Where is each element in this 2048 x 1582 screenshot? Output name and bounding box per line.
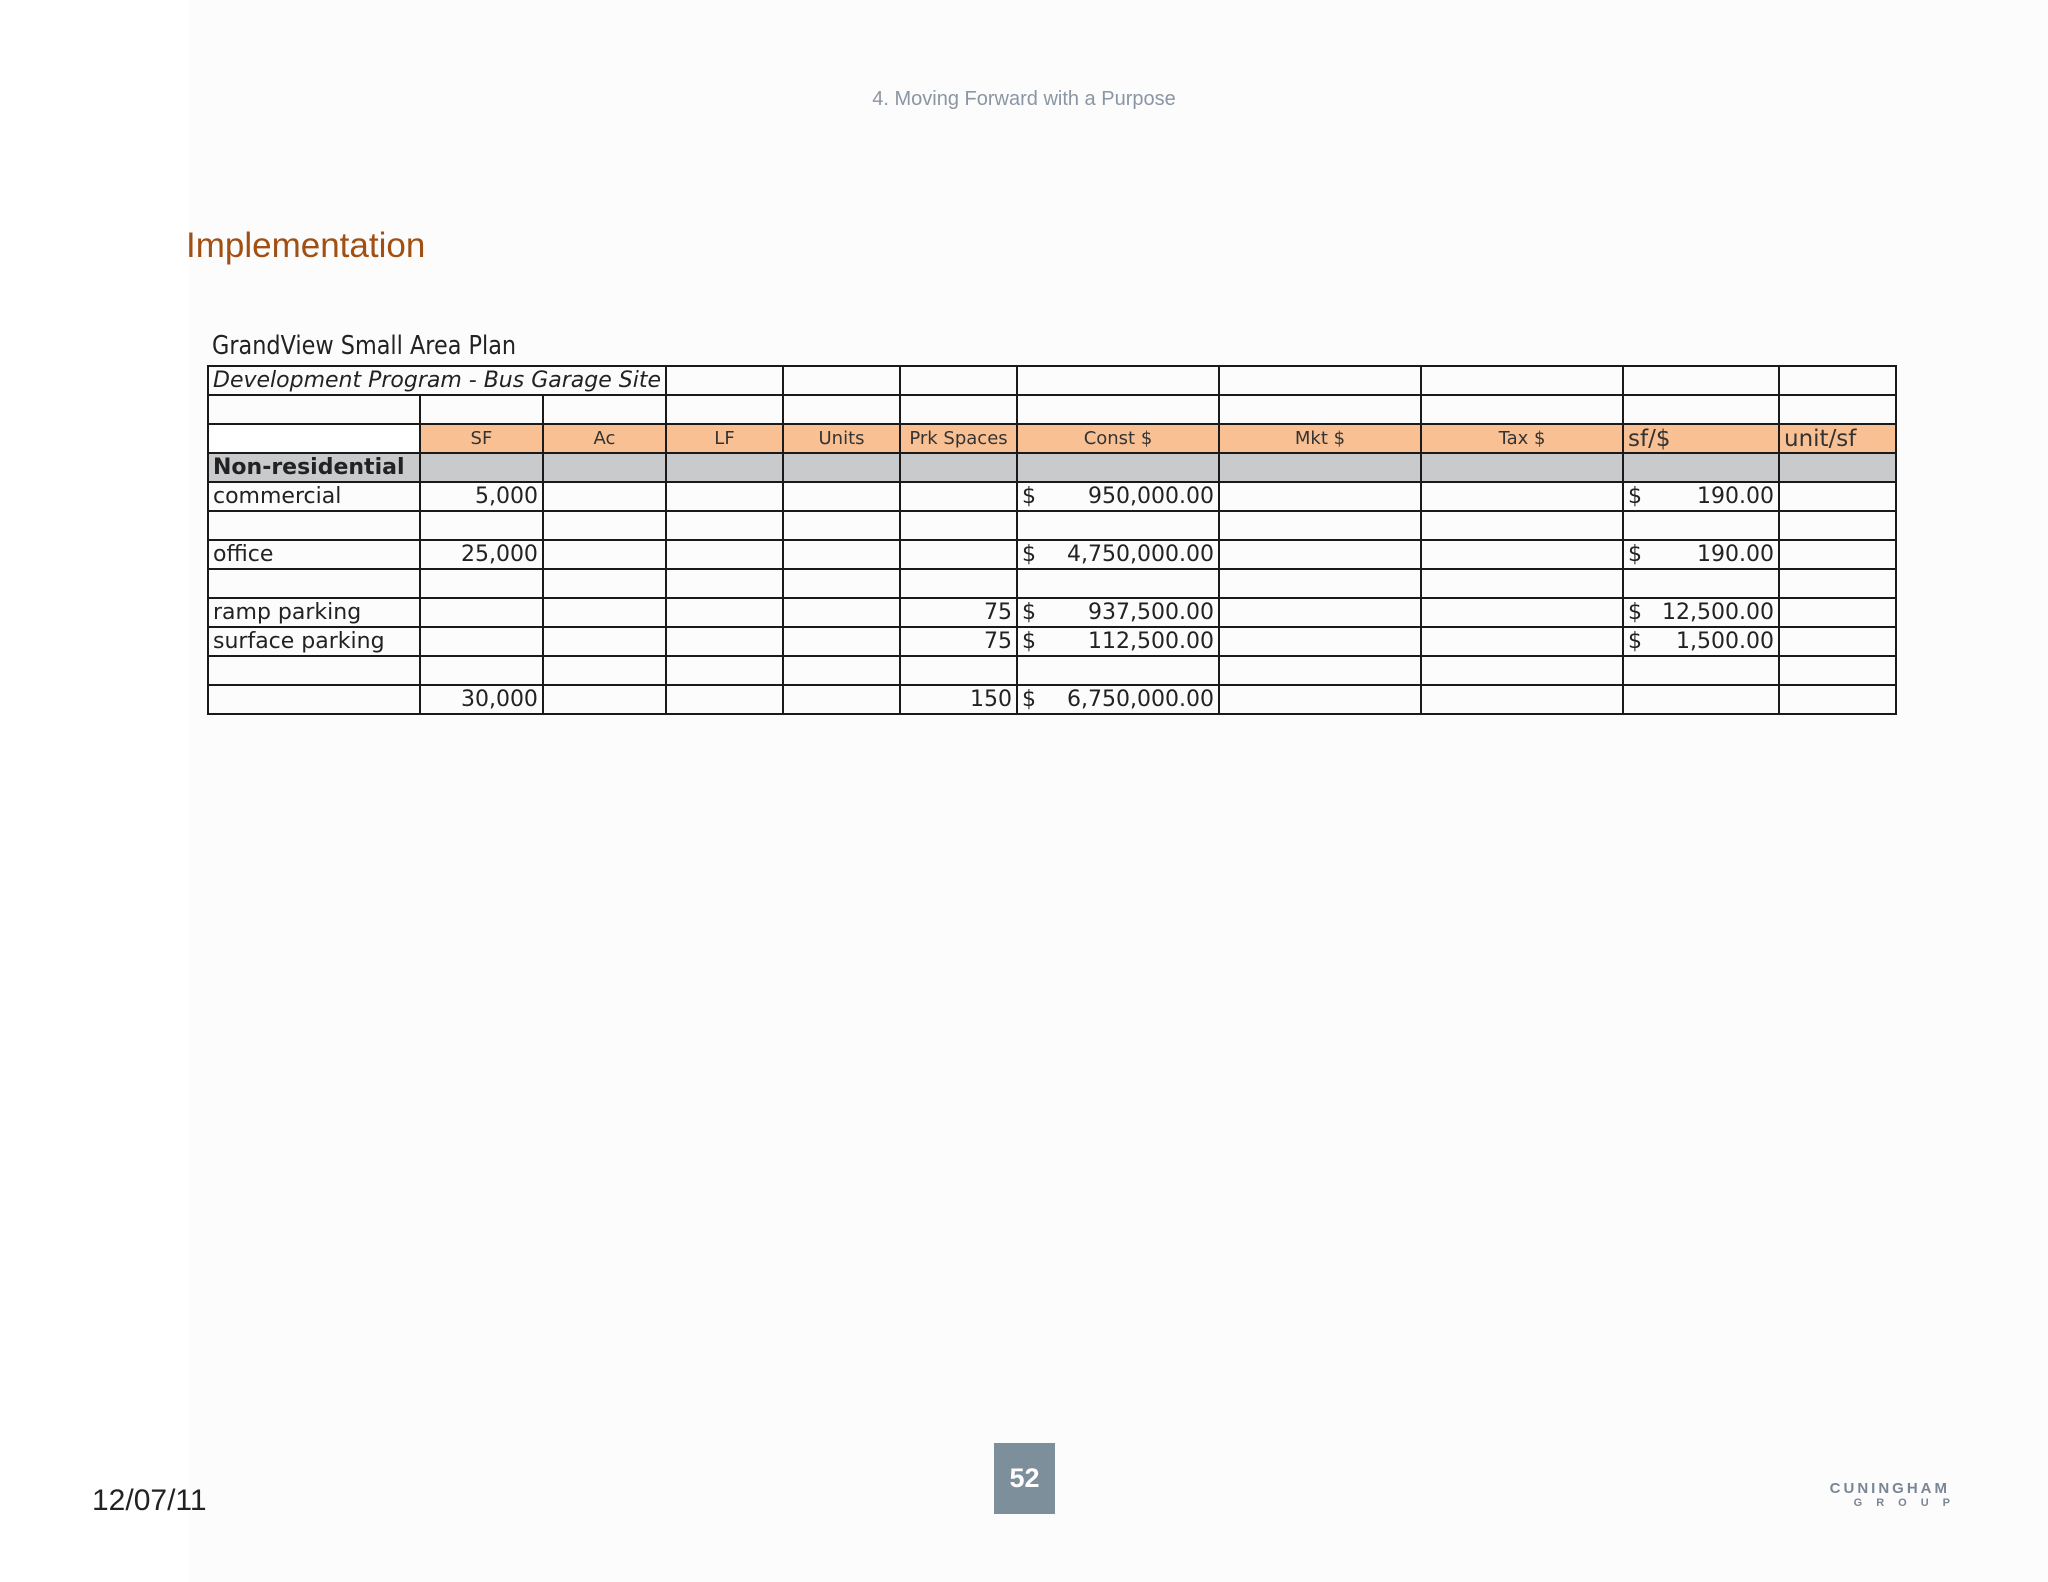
sf-rate-cell xyxy=(1623,540,1779,569)
empty-cell xyxy=(1421,598,1623,627)
empty-cell xyxy=(1623,656,1779,685)
empty-cell xyxy=(420,656,543,685)
table-row xyxy=(208,598,1896,627)
empty-cell xyxy=(543,598,666,627)
empty-cell xyxy=(783,366,900,395)
empty-cell xyxy=(543,482,666,511)
page-number: 52 xyxy=(994,1443,1055,1514)
empty-cell xyxy=(1219,569,1421,598)
column-header: SF xyxy=(420,424,543,453)
empty-cell xyxy=(900,395,1017,424)
column-header: unit/sf xyxy=(1779,424,1896,453)
empty-cell xyxy=(543,395,666,424)
company-logo xyxy=(1800,1480,1964,1509)
empty-cell xyxy=(666,540,783,569)
empty-cell xyxy=(1017,395,1219,424)
row-label: commercial xyxy=(208,482,420,511)
empty-cell xyxy=(1779,656,1896,685)
empty-cell xyxy=(1779,395,1896,424)
empty-cell xyxy=(1219,395,1421,424)
empty-cell xyxy=(1779,598,1896,627)
prk-spaces-cell: 75 xyxy=(900,627,1017,656)
empty-cell xyxy=(666,627,783,656)
empty-cell xyxy=(543,685,666,714)
empty-cell xyxy=(1421,482,1623,511)
empty-cell xyxy=(420,395,543,424)
empty-cell xyxy=(783,395,900,424)
row-label: surface parking xyxy=(208,627,420,656)
empty-cell xyxy=(900,453,1017,482)
empty-cell xyxy=(1421,453,1623,482)
table-row xyxy=(208,482,1896,511)
currency-symbol: $ xyxy=(1022,600,1036,625)
page-panel xyxy=(190,0,2048,1582)
column-header: Const $ xyxy=(1017,424,1219,453)
empty-cell xyxy=(1779,511,1896,540)
empty-cell xyxy=(1017,569,1219,598)
empty-cell xyxy=(666,511,783,540)
column-header-row xyxy=(208,424,1896,453)
sf-rate-value: 190.00 xyxy=(1697,484,1774,509)
const-cost-cell xyxy=(1017,540,1219,569)
empty-cell xyxy=(1219,540,1421,569)
currency-symbol: $ xyxy=(1628,600,1642,625)
currency-symbol: $ xyxy=(1628,629,1642,654)
sheet-subtitle: Development Program - Bus Garage Site xyxy=(208,366,666,395)
empty-cell xyxy=(1421,627,1623,656)
empty-cell xyxy=(783,656,900,685)
empty-cell xyxy=(1017,366,1219,395)
empty-cell xyxy=(208,424,420,453)
empty-cell xyxy=(208,685,420,714)
empty-cell xyxy=(1219,511,1421,540)
empty-cell xyxy=(1623,511,1779,540)
logo-line-1: CUNINGHAM xyxy=(1829,1480,1950,1497)
prk-spaces-cell xyxy=(900,482,1017,511)
column-header: Ac xyxy=(543,424,666,453)
empty-cell xyxy=(420,569,543,598)
empty-cell xyxy=(1623,569,1779,598)
empty-cell xyxy=(543,540,666,569)
empty-cell xyxy=(1779,453,1896,482)
currency-symbol: $ xyxy=(1022,542,1036,567)
empty-cell xyxy=(900,366,1017,395)
page-heading: Implementation xyxy=(186,226,426,265)
document-date: 12/07/11 xyxy=(92,1484,207,1517)
empty-cell xyxy=(543,569,666,598)
sf-rate-cell xyxy=(1623,598,1779,627)
empty-cell xyxy=(783,453,900,482)
sf-cell xyxy=(420,598,543,627)
sf-rate-value: 1,500.00 xyxy=(1676,629,1774,654)
sf-cell: 5,000 xyxy=(420,482,543,511)
column-header: Units xyxy=(783,424,900,453)
row-label: ramp parking xyxy=(208,598,420,627)
currency-symbol: $ xyxy=(1628,484,1642,509)
empty-cell xyxy=(666,366,783,395)
empty-cell xyxy=(1219,598,1421,627)
total-row xyxy=(208,685,1896,714)
empty-cell xyxy=(783,482,900,511)
empty-cell xyxy=(1017,656,1219,685)
const-cost-cell xyxy=(1017,482,1219,511)
sf-cell: 25,000 xyxy=(420,540,543,569)
column-header: LF xyxy=(666,424,783,453)
empty-cell xyxy=(1779,482,1896,511)
empty-cell xyxy=(666,395,783,424)
sheet-title: GrandView Small Area Plan xyxy=(212,331,517,361)
empty-cell xyxy=(543,453,666,482)
total-prk-spaces-cell: 150 xyxy=(900,685,1017,714)
empty-cell xyxy=(900,656,1017,685)
sf-rate-cell xyxy=(1623,482,1779,511)
group-row xyxy=(208,453,1896,482)
empty-cell xyxy=(208,511,420,540)
blank-row xyxy=(208,656,1896,685)
empty-cell xyxy=(1219,453,1421,482)
group-label: Non-residential xyxy=(208,453,420,482)
column-header: sf/$ xyxy=(1623,424,1779,453)
empty-cell xyxy=(783,685,900,714)
table-row xyxy=(208,627,1896,656)
blank-row xyxy=(208,511,1896,540)
empty-cell xyxy=(208,395,420,424)
column-header: Mkt $ xyxy=(1219,424,1421,453)
empty-cell xyxy=(1421,366,1623,395)
const-cost-value: 4,750,000.00 xyxy=(1067,542,1214,567)
empty-cell xyxy=(1623,395,1779,424)
currency-symbol: $ xyxy=(1022,687,1036,712)
empty-cell xyxy=(1017,511,1219,540)
empty-cell xyxy=(1421,685,1623,714)
empty-cell xyxy=(1421,540,1623,569)
empty-cell xyxy=(420,511,543,540)
empty-cell xyxy=(666,569,783,598)
table-row xyxy=(208,540,1896,569)
const-cost-cell xyxy=(1017,598,1219,627)
sf-rate-value: 190.00 xyxy=(1697,542,1774,567)
sf-rate-value: 12,500.00 xyxy=(1662,600,1774,625)
empty-cell xyxy=(783,627,900,656)
empty-cell xyxy=(1421,569,1623,598)
const-cost-value: 950,000.00 xyxy=(1088,484,1214,509)
empty-cell xyxy=(666,685,783,714)
empty-cell xyxy=(666,482,783,511)
empty-cell xyxy=(1219,656,1421,685)
empty-cell xyxy=(1219,627,1421,656)
prk-spaces-cell: 75 xyxy=(900,598,1017,627)
empty-cell xyxy=(208,569,420,598)
empty-cell xyxy=(1421,395,1623,424)
empty-cell xyxy=(1421,656,1623,685)
empty-cell xyxy=(1421,511,1623,540)
currency-symbol: $ xyxy=(1022,484,1036,509)
empty-cell xyxy=(1779,540,1896,569)
empty-cell xyxy=(1779,627,1896,656)
empty-cell xyxy=(543,656,666,685)
empty-cell xyxy=(783,511,900,540)
section-header: 4. Moving Forward with a Purpose xyxy=(872,88,1176,110)
empty-cell xyxy=(543,627,666,656)
empty-cell xyxy=(1623,453,1779,482)
empty-cell xyxy=(666,656,783,685)
logo-line-2: GROUP xyxy=(1853,1497,1964,1509)
empty-cell xyxy=(666,598,783,627)
const-cost-value: 937,500.00 xyxy=(1088,600,1214,625)
empty-cell xyxy=(1779,569,1896,598)
empty-cell xyxy=(208,656,420,685)
empty-cell xyxy=(900,511,1017,540)
empty-cell xyxy=(783,598,900,627)
empty-cell xyxy=(1623,366,1779,395)
prk-spaces-cell xyxy=(900,540,1017,569)
empty-cell xyxy=(783,569,900,598)
empty-cell xyxy=(900,569,1017,598)
empty-cell xyxy=(1219,482,1421,511)
empty-cell xyxy=(1219,366,1421,395)
empty-cell xyxy=(1779,366,1896,395)
empty-cell xyxy=(1623,685,1779,714)
empty-cell xyxy=(420,453,543,482)
empty-cell xyxy=(783,540,900,569)
total-const-cost-value: 6,750,000.00 xyxy=(1067,687,1214,712)
column-header: Tax $ xyxy=(1421,424,1623,453)
empty-cell xyxy=(1017,453,1219,482)
sf-rate-cell xyxy=(1623,627,1779,656)
column-header: Prk Spaces xyxy=(900,424,1017,453)
empty-cell xyxy=(543,511,666,540)
empty-cell xyxy=(1219,685,1421,714)
currency-symbol: $ xyxy=(1022,629,1036,654)
row-label: office xyxy=(208,540,420,569)
blank-row xyxy=(208,395,1896,424)
total-const-cost-cell xyxy=(1017,685,1219,714)
const-cost-value: 112,500.00 xyxy=(1088,629,1214,654)
empty-cell xyxy=(1779,685,1896,714)
sf-cell xyxy=(420,627,543,656)
blank-row xyxy=(208,569,1896,598)
development-program-table xyxy=(207,365,1897,715)
currency-symbol: $ xyxy=(1628,542,1642,567)
const-cost-cell xyxy=(1017,627,1219,656)
subtitle-row xyxy=(208,366,1896,395)
total-sf-cell: 30,000 xyxy=(420,685,543,714)
empty-cell xyxy=(666,453,783,482)
